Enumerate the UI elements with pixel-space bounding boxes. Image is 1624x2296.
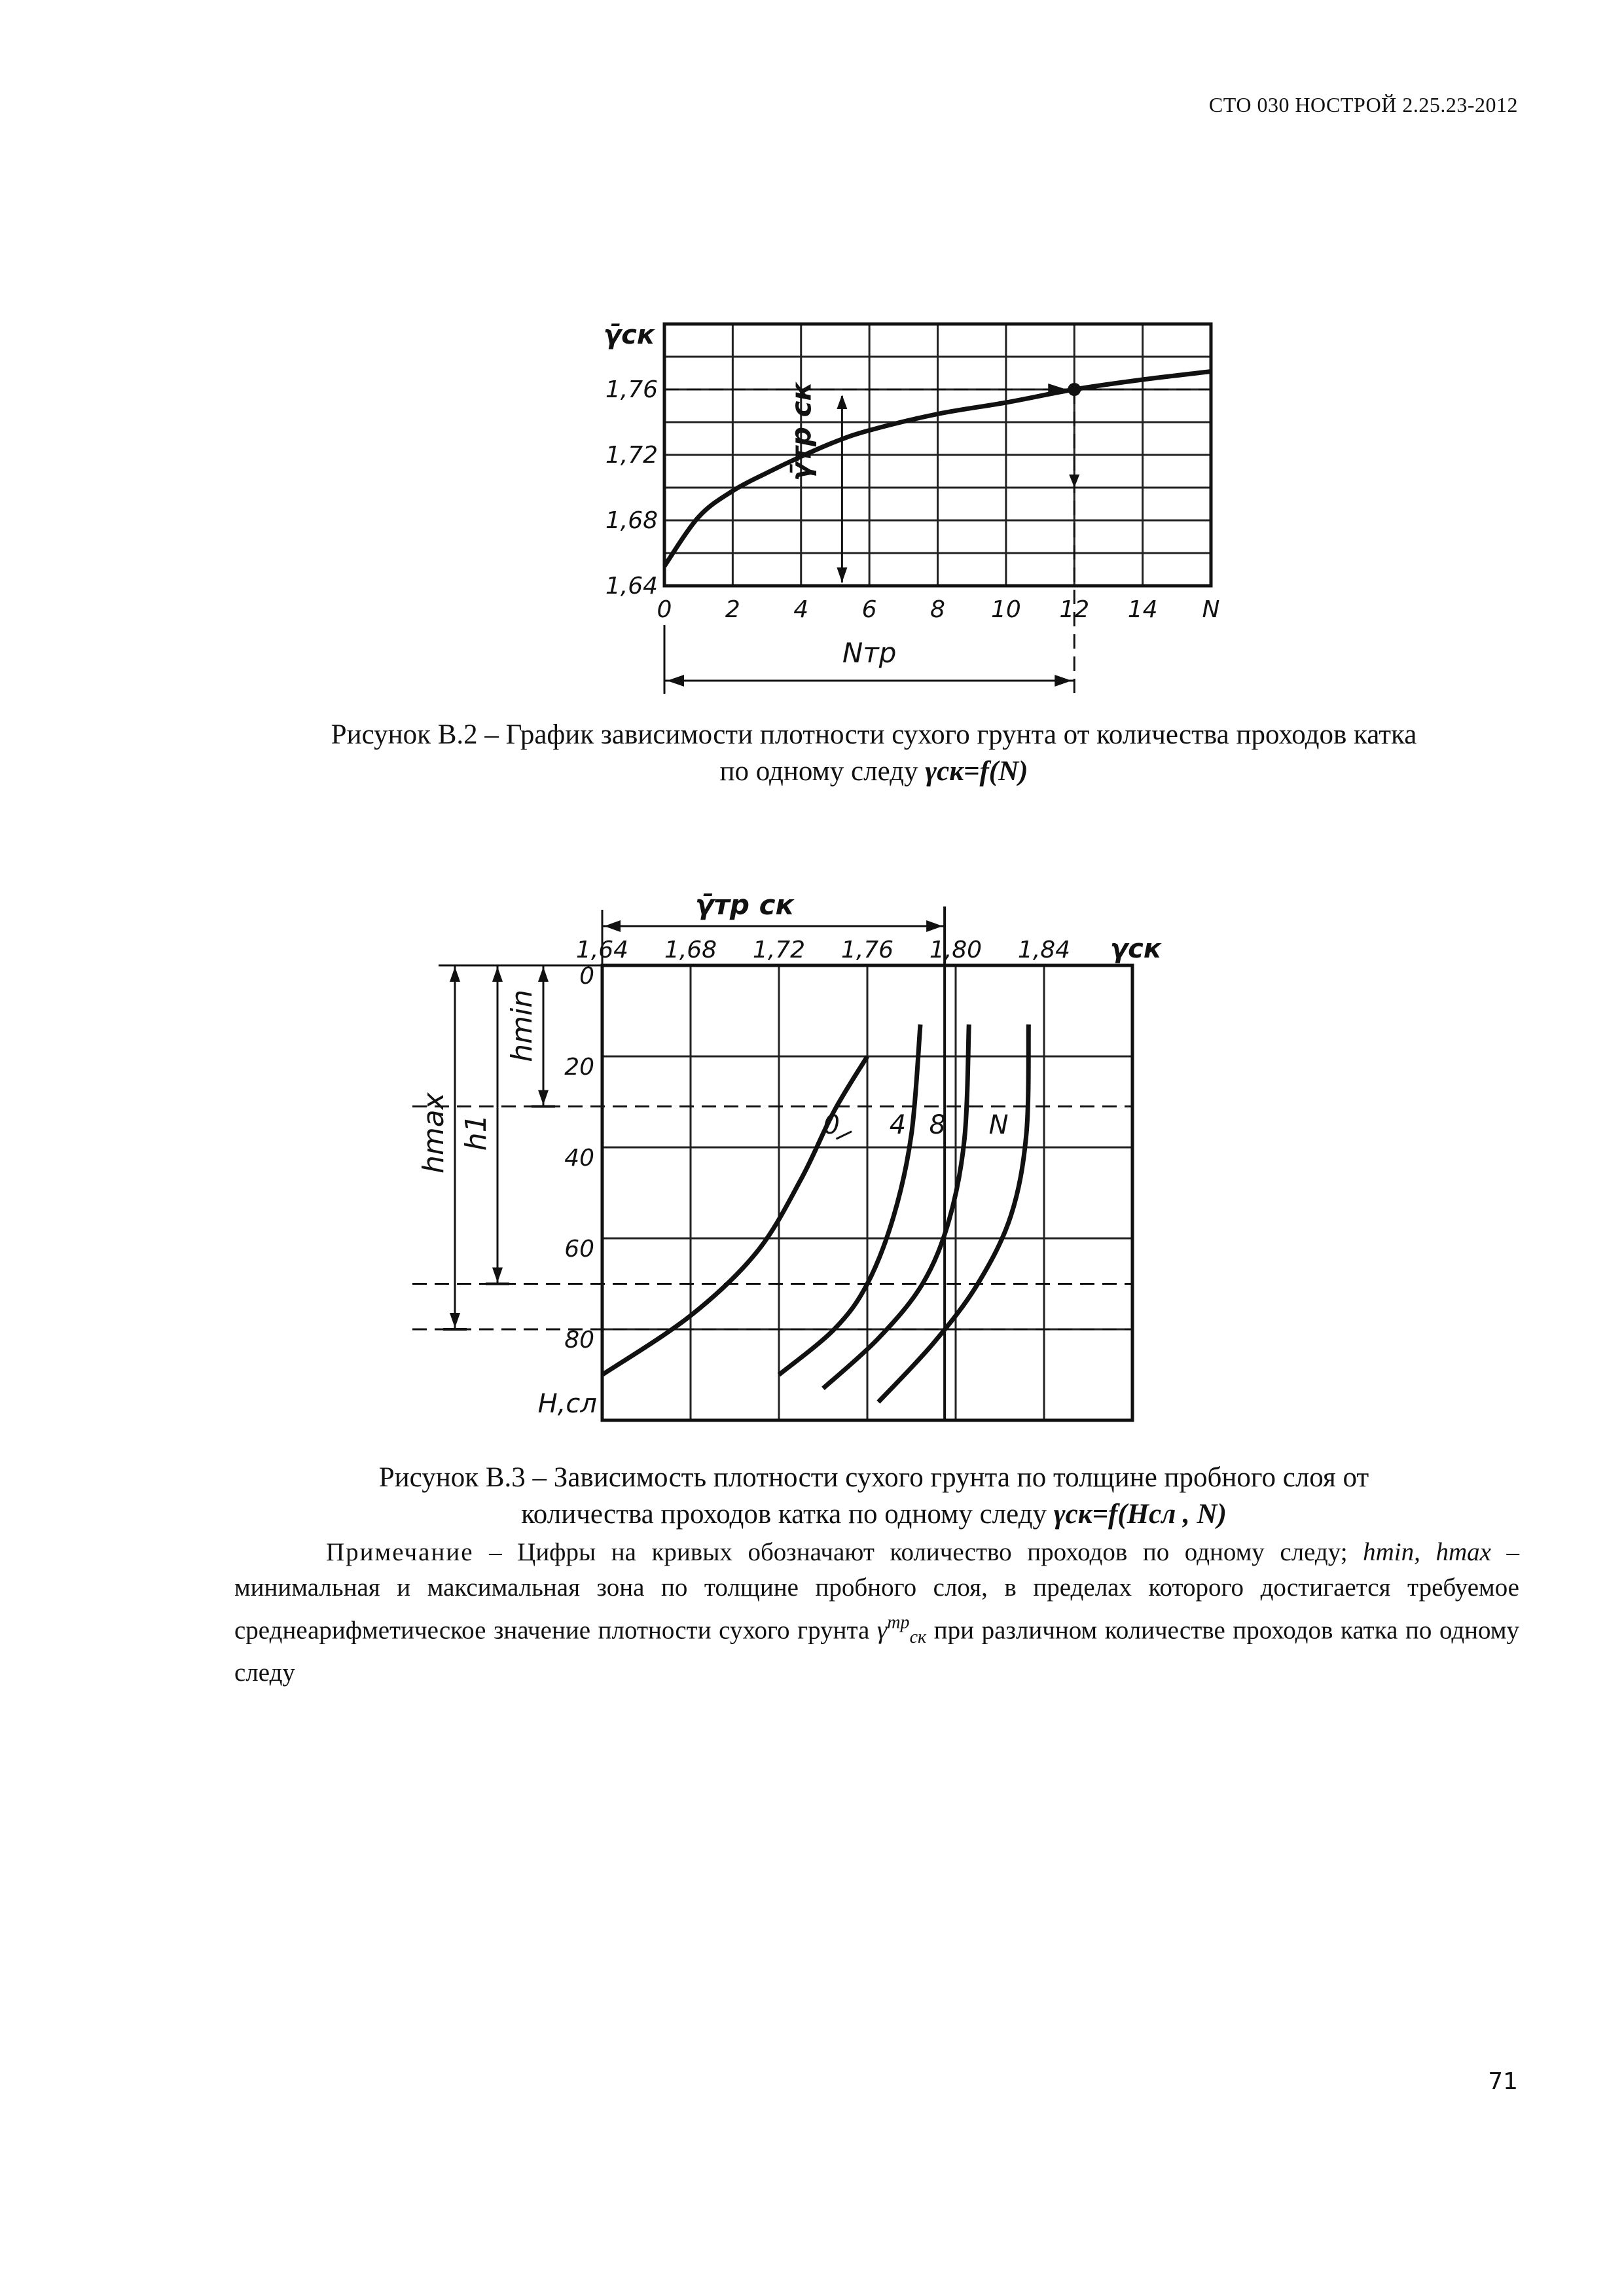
arrow-left-icon bbox=[604, 920, 621, 932]
x-tick-label: 1,80 bbox=[929, 937, 983, 963]
note-text-3: при различном количестве проходов катка по одному следу bbox=[234, 1616, 1519, 1687]
y-axis-label: γ̄ск bbox=[603, 320, 655, 350]
x-axis-label: γск bbox=[1110, 934, 1162, 964]
x-tick-label: 8 bbox=[930, 596, 945, 623]
x-tick-label: 1,64 bbox=[575, 937, 629, 963]
arrow-down-icon bbox=[837, 567, 847, 583]
y-tick-label: 80 bbox=[564, 1327, 594, 1354]
document-header: СТО 030 НОСТРОЙ 2.25.23-2012 bbox=[1208, 93, 1518, 117]
figure-b2 bbox=[603, 308, 1231, 694]
figure-b3-chart bbox=[393, 844, 1178, 1433]
y-tick-label: 1,72 bbox=[605, 442, 658, 469]
curve-label-0: 0 bbox=[823, 1110, 840, 1141]
arrow-right-icon bbox=[1055, 675, 1072, 687]
x-tick-label: 1,84 bbox=[1017, 937, 1071, 963]
y-tick-label: 40 bbox=[564, 1145, 594, 1172]
y-tick-label: 1,68 bbox=[605, 507, 658, 534]
figure-b2-caption-text: по одному следу bbox=[719, 756, 926, 787]
arrow-up-icon bbox=[538, 967, 549, 982]
x-tick-label: 1,72 bbox=[752, 937, 806, 963]
figure-b3-caption-line1: Рисунок В.3 – Зависимость плотности сухого грунта по толщине пробного слоя от bbox=[378, 1462, 1369, 1493]
figure-b3-caption-text: количества проходов катка по одному следу bbox=[521, 1499, 1054, 1530]
arrow-left-icon bbox=[667, 675, 684, 687]
curve-label-8: 8 bbox=[929, 1110, 946, 1141]
arrow-up-icon bbox=[837, 395, 847, 409]
figure-b2-chart bbox=[603, 308, 1231, 694]
gamma-tr-label: γ̄тр ск bbox=[695, 889, 795, 921]
figure-b2-caption-line1: Рисунок В.2 – График зависимости плотности сухого грунта от количества проходов катка bbox=[331, 719, 1417, 750]
hmax-label: hmax bbox=[417, 1092, 450, 1174]
arrow-down-icon bbox=[492, 1268, 503, 1283]
note-gamma bbox=[876, 1613, 927, 1648]
curve-N bbox=[878, 1024, 1029, 1402]
x-tick-label: 0 bbox=[657, 596, 672, 623]
x-tick-label: 10 bbox=[990, 596, 1021, 623]
figure-b3-caption-line2 bbox=[223, 1496, 1525, 1533]
x-tick-label: 12 bbox=[1059, 596, 1090, 623]
y-tick-label: 20 bbox=[564, 1054, 594, 1081]
x-tick-label: 1,76 bbox=[840, 937, 894, 963]
h1-label: h1 bbox=[460, 1114, 493, 1151]
y-tick-label: 1,76 bbox=[605, 376, 658, 403]
note-text-1: – Цифры на кривых обозначают количество проходов по одному следу; bbox=[473, 1538, 1363, 1566]
x-tick-label: N bbox=[1202, 596, 1220, 623]
figure-b2-caption-line2 bbox=[223, 753, 1525, 790]
x-tick-label: 2 bbox=[725, 596, 740, 623]
arrow-down-icon bbox=[538, 1090, 549, 1105]
note-gamma-sub: ск bbox=[909, 1627, 927, 1648]
marker-point bbox=[1068, 383, 1081, 396]
figure-b3 bbox=[393, 844, 1178, 1433]
note-hmax: hmax bbox=[1435, 1538, 1491, 1566]
hmin-label: hmin bbox=[505, 989, 539, 1062]
x-tick-label: 1,68 bbox=[664, 937, 717, 963]
note-gamma-sup: тр bbox=[887, 1613, 910, 1633]
ntr-label: Nтр bbox=[842, 637, 897, 669]
figure-b2-formula: γск=f(N) bbox=[925, 756, 1028, 787]
figure-b3-formula: γск=f(Hсл , N) bbox=[1053, 1499, 1227, 1530]
arrow-down-icon bbox=[1069, 475, 1079, 488]
y-axis-label: Н,сл bbox=[537, 1389, 597, 1419]
figure-b3-caption bbox=[223, 1460, 1525, 1533]
curve-label-4: 4 bbox=[889, 1110, 907, 1141]
figure-note bbox=[234, 1535, 1519, 1691]
note-gamma-symbol: γ bbox=[876, 1616, 888, 1645]
curve-4 bbox=[779, 1024, 920, 1374]
arrow-down-icon bbox=[450, 1313, 460, 1328]
arrow-up-icon bbox=[492, 967, 503, 982]
curve-label-n: N bbox=[988, 1110, 1009, 1141]
arrow-up-icon bbox=[450, 967, 460, 982]
x-tick-label: 14 bbox=[1127, 596, 1158, 623]
note-lead: Примечание bbox=[326, 1538, 474, 1566]
y-tick-label: 1,64 bbox=[605, 573, 658, 600]
x-tick-label: 6 bbox=[861, 596, 877, 623]
arrow-right-icon bbox=[926, 920, 943, 932]
y-tick-label: 0 bbox=[579, 963, 594, 990]
note-hmin: hmin, bbox=[1363, 1538, 1420, 1566]
gamma-tr-label: γ̄тр ск bbox=[785, 382, 818, 481]
note-text-2: – минимальная и максимальная зона по толщине пробного слоя, в пределах которого достигается требуемое среднеарифметическое значение плотности сухого грунта bbox=[234, 1538, 1519, 1645]
y-tick-label: 60 bbox=[564, 1236, 594, 1263]
page-number: 71 bbox=[1488, 2068, 1518, 2095]
x-tick-label: 4 bbox=[793, 596, 809, 623]
figure-b2-caption bbox=[223, 717, 1525, 790]
curve-0 bbox=[602, 1056, 867, 1375]
